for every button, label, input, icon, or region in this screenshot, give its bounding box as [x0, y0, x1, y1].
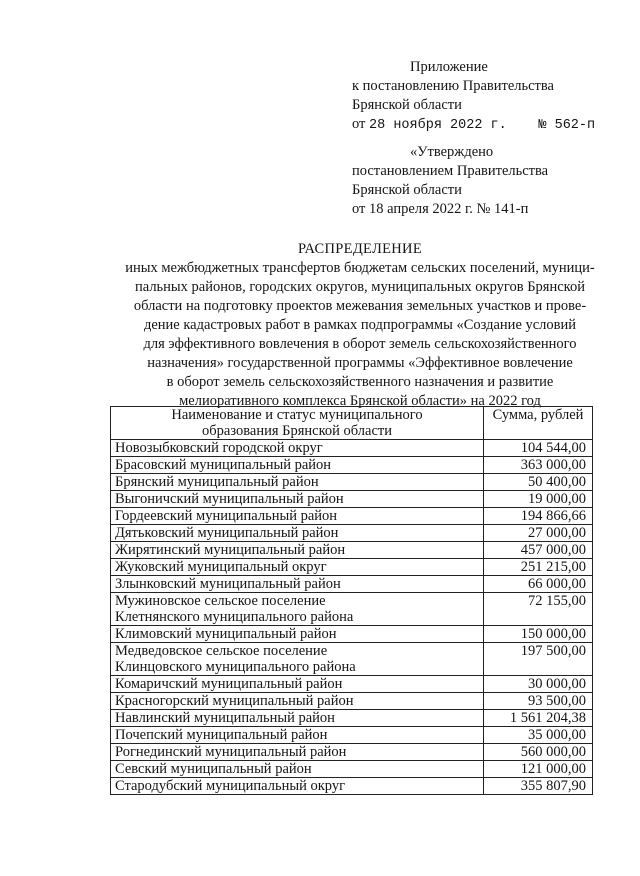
municipality-name: Новозыбковский городской округ	[111, 440, 484, 457]
municipality-name: Выгоничский муниципальный район	[111, 491, 484, 508]
amount: 104 544,00	[484, 440, 593, 457]
table-row	[111, 525, 593, 542]
amount: 1 561 204,38	[484, 710, 593, 727]
title-line: области на подготовку проектов межевания земельных участков и прове-	[133, 298, 587, 314]
municipality-name: Севский муниципальный район	[111, 761, 484, 778]
amount: 27 000,00	[484, 525, 593, 542]
table-header-row	[111, 407, 593, 440]
header-name-line: Наименование и статус муниципального	[171, 407, 423, 423]
table-row	[111, 744, 593, 761]
municipality-name: Гордеевский муниципальный район	[111, 508, 484, 525]
amount: 560 000,00	[484, 744, 593, 761]
table-row	[111, 761, 593, 778]
municipality-district: Клетнянского муниципального района	[115, 609, 354, 625]
municipality-name: Медведовское сельское поселение	[115, 643, 328, 659]
appendix-number: № 562-п	[538, 118, 596, 133]
header-sum-cell: Сумма, рублей	[484, 407, 593, 440]
table-row	[111, 710, 593, 727]
appendix-date: 28 ноября 2022 г.	[369, 118, 507, 133]
header-name-cell	[111, 407, 484, 440]
municipality-name-cell	[111, 643, 484, 676]
title-heading: РАСПРЕДЕЛЕНИЕ	[298, 241, 422, 257]
amount: 251 215,00	[484, 559, 593, 576]
title-line: в оборот земель сельскохозяйственного назначения и развитие	[166, 374, 554, 390]
table-row	[111, 542, 593, 559]
municipality-name: Мужиновское сельское поселение	[115, 593, 326, 609]
table-row	[111, 626, 593, 643]
appendix-date-line	[352, 115, 595, 135]
amount: 150 000,00	[484, 626, 593, 643]
municipality-name: Жирятинский муниципальный район	[111, 542, 484, 559]
municipality-name: Брасовский муниципальный район	[111, 457, 484, 474]
table-row	[111, 676, 593, 693]
table-row	[111, 508, 593, 525]
title-line: дение кадастровых работ в рамках подпрограммы «Создание условий	[143, 317, 577, 333]
approved-block	[352, 143, 548, 219]
table-row	[111, 778, 593, 795]
table-row	[111, 440, 593, 457]
amount: 19 000,00	[484, 491, 593, 508]
title-line: назначения» государственной программы «Эффективное вовлечение	[147, 355, 573, 371]
amount: 355 807,90	[484, 778, 593, 795]
approved-line-3: Брянской области	[352, 182, 462, 198]
table-row	[111, 693, 593, 710]
appendix-line-1: Приложение	[410, 59, 488, 75]
municipality-name: Брянский муниципальный район	[111, 474, 484, 491]
municipality-name-cell	[111, 593, 484, 626]
title-line: иных межбюджетных трансфертов бюджетам сельских поселений, муници-	[125, 260, 595, 276]
amount: 363 000,00	[484, 457, 593, 474]
municipality-name: Почепский муниципальный район	[111, 727, 484, 744]
municipality-name: Злынковский муниципальный район	[111, 576, 484, 593]
appendix-line-3: Брянской области	[352, 97, 462, 113]
table-row	[111, 491, 593, 508]
amount: 194 866,66	[484, 508, 593, 525]
amount: 457 000,00	[484, 542, 593, 559]
amount: 30 000,00	[484, 676, 593, 693]
amount: 197 500,00	[484, 643, 593, 676]
title-line: для эффективного вовлечения в оборот земель сельскохозяйственного	[143, 336, 577, 352]
table-row	[111, 576, 593, 593]
header-name-line: образования Брянской области	[202, 423, 392, 439]
amount: 72 155,00	[484, 593, 593, 626]
municipality-name: Комаричский муниципальный район	[111, 676, 484, 693]
approved-line-1: «Утверждено	[410, 144, 494, 160]
amount: 121 000,00	[484, 761, 593, 778]
amount: 66 000,00	[484, 576, 593, 593]
approved-line-2: постановлением Правительства	[352, 163, 549, 179]
municipality-name: Дятьковский муниципальный район	[111, 525, 484, 542]
distribution-table	[110, 406, 593, 795]
municipality-district: Клинцовского муниципального района	[115, 659, 356, 675]
amount: 93 500,00	[484, 693, 593, 710]
municipality-name: Рогнединский муниципальный район	[111, 744, 484, 761]
table-row	[111, 559, 593, 576]
amount: 50 400,00	[484, 474, 593, 491]
table-row	[111, 643, 593, 676]
municipality-name: Навлинский муниципальный район	[111, 710, 484, 727]
approved-line-4: от 18 апреля 2022 г. № 141-п	[352, 201, 529, 217]
municipality-name: Красногорский муниципальный район	[111, 693, 484, 710]
table-row	[111, 727, 593, 744]
municipality-name: Жуковский муниципальный округ	[111, 559, 484, 576]
appendix-line-2: к постановлению Правительства	[352, 78, 554, 94]
table-row	[111, 474, 593, 491]
table-row	[111, 457, 593, 474]
amount: 35 000,00	[484, 727, 593, 744]
document-title	[110, 240, 610, 411]
table-row	[111, 593, 593, 626]
appendix-block	[352, 58, 595, 135]
municipality-name: Стародубский муниципальный округ	[111, 778, 484, 795]
title-line: мелиоративного комплекса Брянской области» на 2022 год	[179, 393, 541, 409]
municipality-name: Климовский муниципальный район	[111, 626, 484, 643]
appendix-date-prefix: от	[352, 116, 366, 132]
title-line: пальных районов, городских округов, муниципальных округов Брянской	[135, 279, 585, 295]
